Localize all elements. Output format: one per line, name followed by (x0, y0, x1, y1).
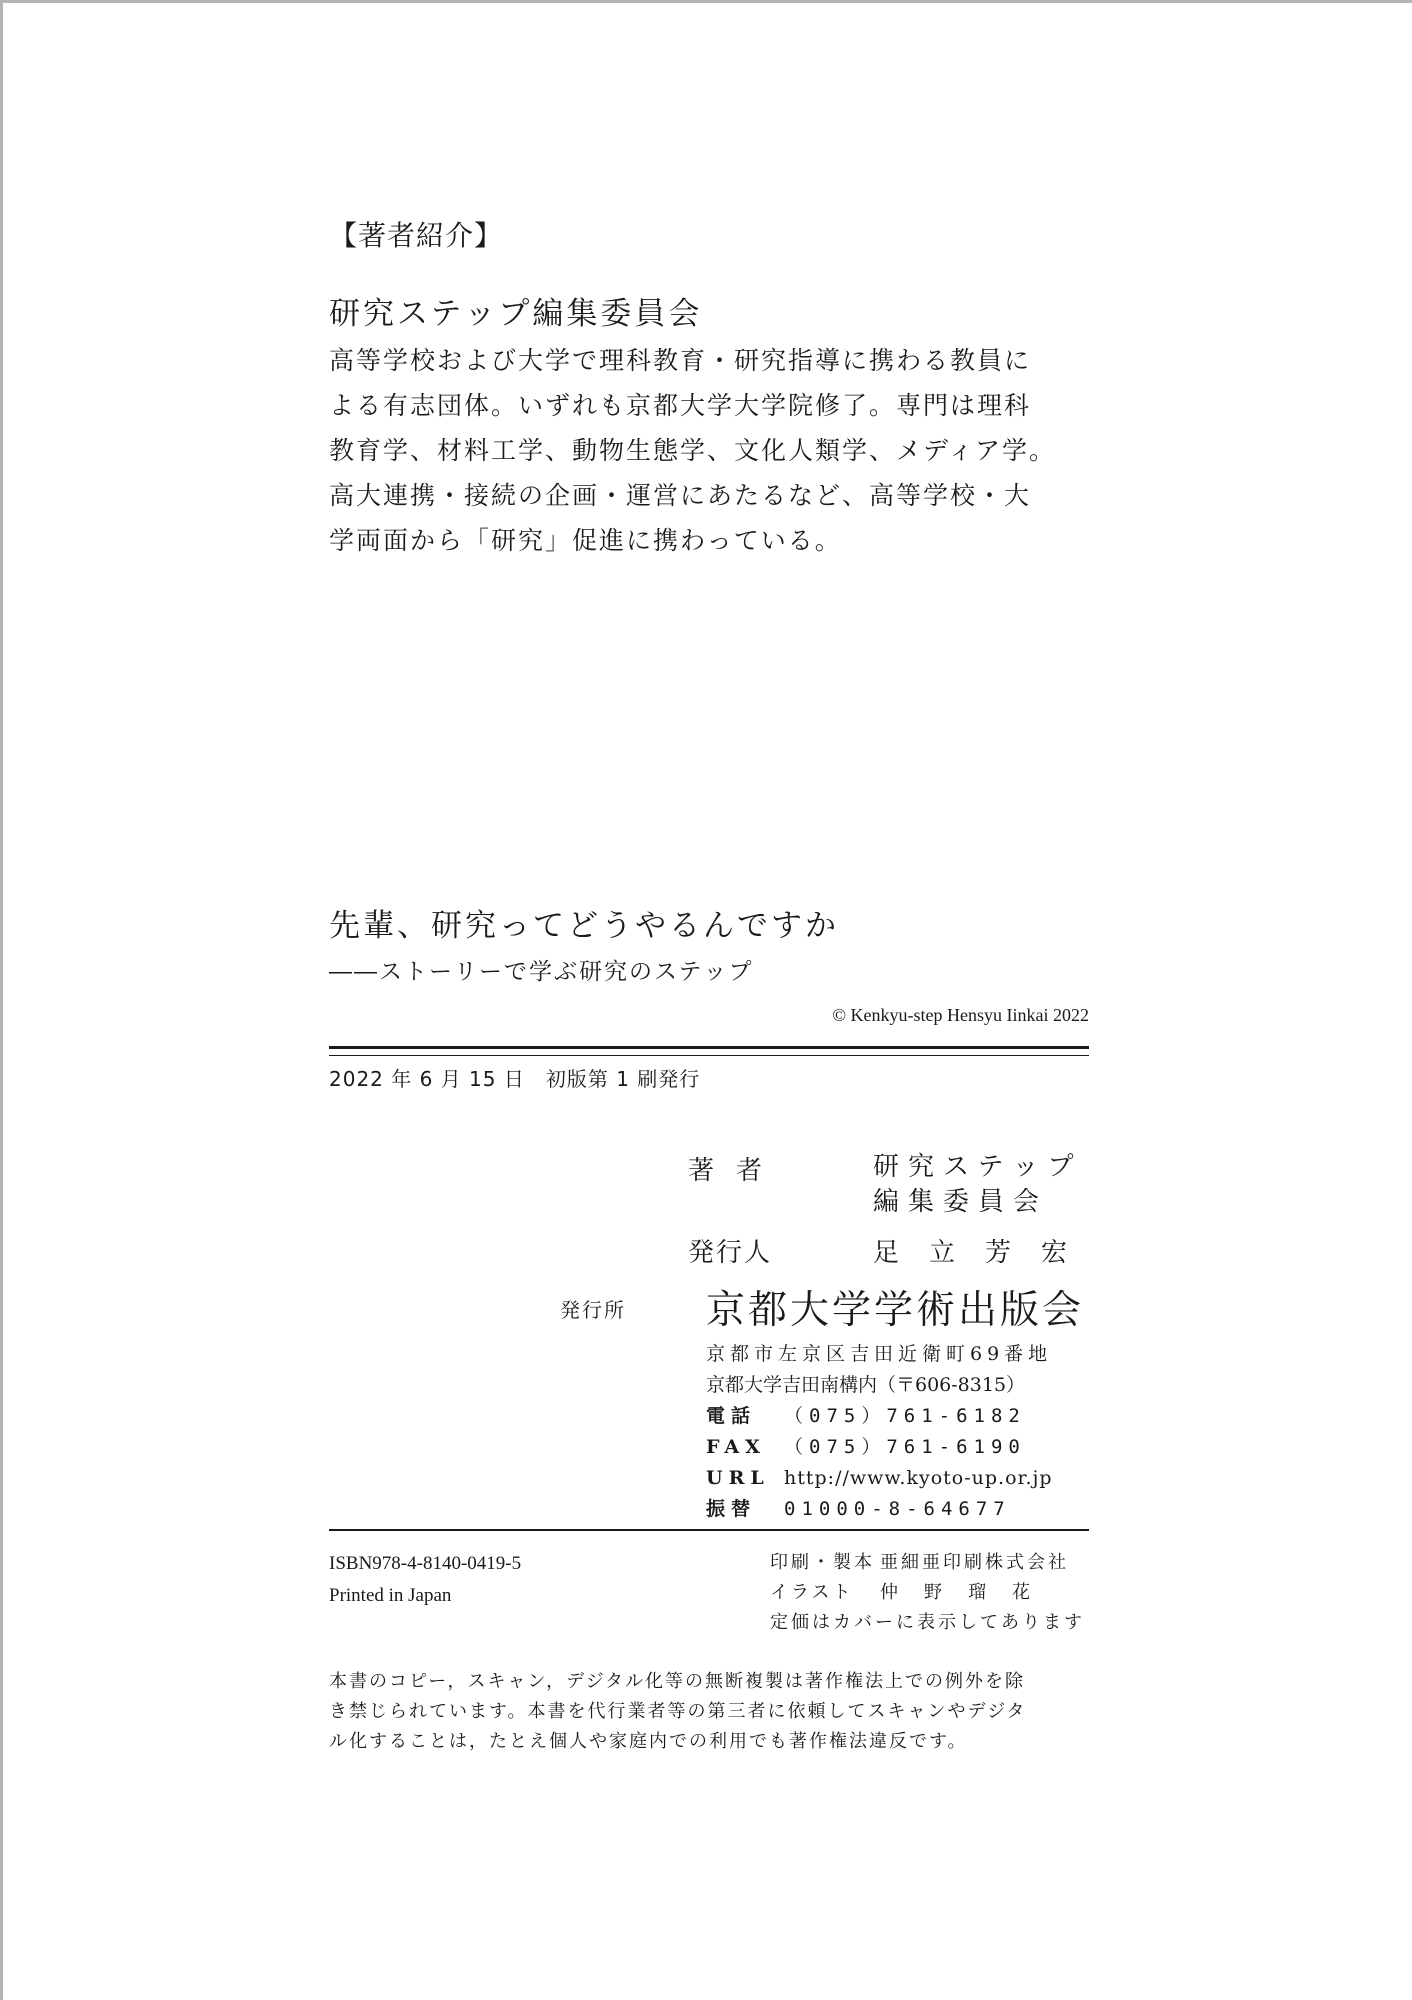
fax-row (706, 1432, 1053, 1463)
printing-row (770, 1548, 1085, 1578)
illustration-label: イラスト (770, 1582, 854, 1603)
publisher-contact-block (706, 1339, 1053, 1525)
book-subtitle: ――ストーリーで学ぶ研究のステップ (329, 959, 754, 985)
colophon-double-rule (329, 1046, 1089, 1056)
notice-line: 本書のコピー，スキャン，デジタル化等の無断複製は著作権法上での例外を除 (329, 1671, 1026, 1692)
printed-in: Printed in Japan (329, 1585, 452, 1606)
author-bio-line: 高大連携・接続の企画・運営にあたるなど、高等学校・大 (329, 481, 1032, 510)
notice-line: き禁じられています。本書を代行業者等の第三者に依頼してスキャンやデジタ (329, 1701, 1027, 1722)
author-bio-line: 学両面から「研究」促進に携わっている。 (329, 526, 842, 555)
price-note: 定価はカバーに表示してあります (770, 1612, 1085, 1633)
author-section-heading: 【著者紹介】 (329, 219, 504, 252)
viewer-border-top (0, 0, 1412, 3)
fax-label: FAX (706, 1436, 766, 1458)
phone-label: 電話 (706, 1405, 757, 1427)
viewer-border-left (0, 0, 3, 2000)
phone-row (706, 1401, 1053, 1432)
address-line: 京都大学吉田南構内（〒606-8315） (706, 1374, 1026, 1396)
author-bio (329, 338, 1109, 563)
copy-notice (329, 1667, 1109, 1757)
url-label: URL (706, 1467, 770, 1489)
printing-label: 印刷・製本 (770, 1552, 875, 1573)
publisher-person-label: 発行人 (688, 1238, 773, 1268)
notice-line: ル化することは，たとえ個人や家庭内での利用でも著作権法違反です。 (329, 1731, 968, 1752)
isbn: ISBN978-4-8140-0419-5 (329, 1553, 522, 1574)
author-value-line: 編集委員会 (873, 1187, 1049, 1217)
transfer-label: 振替 (706, 1498, 757, 1520)
book-title: 先輩、研究ってどうやるんですか (329, 908, 839, 944)
address-line: 京都市左京区吉田近衛町69番地 (706, 1343, 1053, 1365)
edition-line: 2022 年 6 月 15 日 初版第 1 刷発行 (329, 1067, 701, 1091)
transfer-row (706, 1494, 1053, 1525)
phone-value: （075）761-6182 (784, 1405, 1026, 1427)
transfer-value: 01000-8-64677 (784, 1498, 1011, 1520)
copyright-line: © Kenkyu-step Hensyu Iinkai 2022 (832, 1005, 1089, 1025)
illustration-value: 仲野瑠花 (880, 1582, 1056, 1603)
author-bio-line: 教育学、材料工学、動物生態学、文化人類学、メディア学。 (329, 436, 1057, 465)
url-row (706, 1463, 1053, 1494)
printing-block (770, 1548, 1085, 1638)
illustration-row (770, 1578, 1085, 1608)
author-name: 研究ステップ編集委員会 (329, 296, 703, 332)
isbn-block (329, 1548, 521, 1612)
author-bio-line: 高等学校および大学で理科教育・研究指導に携わる教員に (329, 346, 1032, 375)
footer-rule (329, 1529, 1089, 1531)
fax-value: （075）761-6190 (784, 1436, 1026, 1458)
author-label: 著者 (688, 1156, 785, 1186)
publisher-person-value: 足立芳宏 (873, 1238, 1098, 1268)
author-value (873, 1150, 1082, 1220)
author-bio-line: よる有志団体。いずれも京都大学大学院修了。専門は理科 (329, 391, 1032, 420)
url-value: http://www.kyoto-up.or.jp (784, 1467, 1053, 1489)
printing-value: 亜細亜印刷株式会社 (880, 1552, 1069, 1573)
publishing-house-label: 発行所 (560, 1298, 626, 1322)
publishing-house-name: 京都大学学術出版会 (706, 1288, 1085, 1333)
author-value-line: 研究ステップ (873, 1152, 1083, 1182)
